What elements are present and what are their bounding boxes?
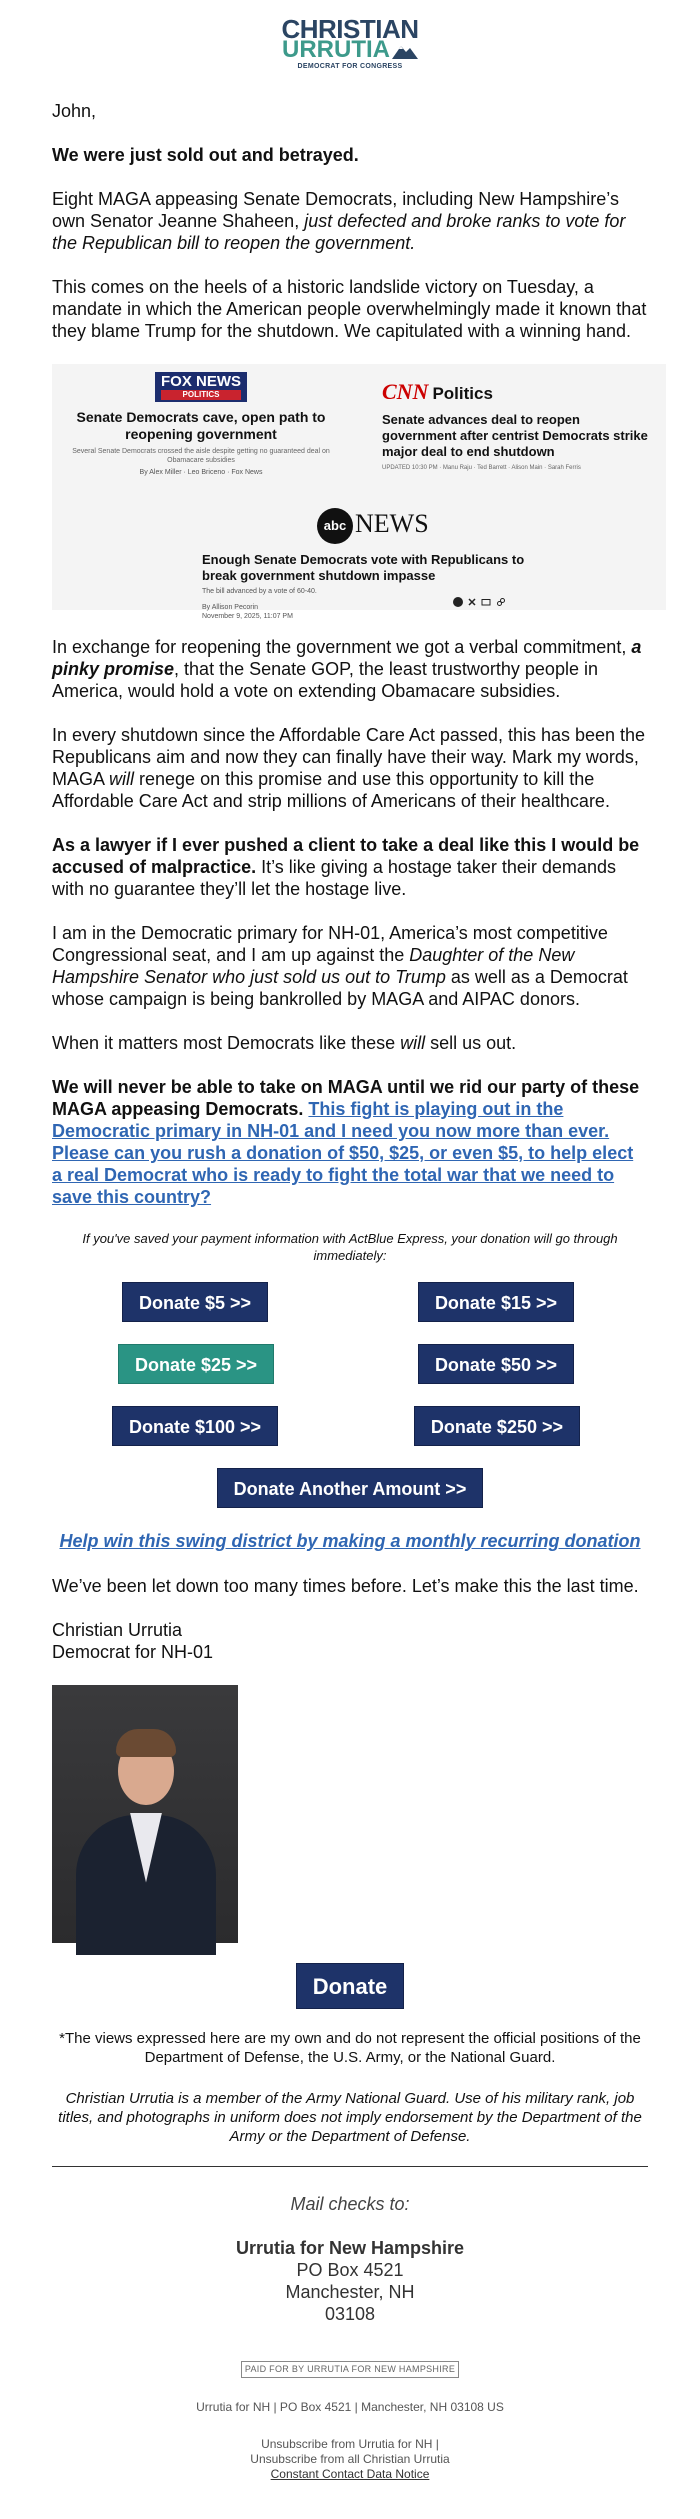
paragraph-lawyer [52,834,648,900]
mail-checks-block [52,2193,648,2325]
mail-po-box: PO Box 4521 [296,2259,404,2280]
donate-row-2 [52,1344,648,1384]
paid-for-text: PAID FOR BY URRUTIA FOR NEW HAMPSHIRE [241,2361,459,2378]
fox-news-section: POLITICS [161,390,241,400]
views-disclaimer: *The views expressed here are my own and do not represent the official positions of the Department of Defense, the U.S. Army, or the National Guard. [59,2029,641,2066]
paragraph-shaheen-italic: just defected and broke ranks to vote for the Republican bill to reopen the government. [52,211,626,253]
big-donate-button[interactable]: Donate [296,1963,405,2009]
paragraph-shaheen [52,188,648,254]
abc-subheadline: The bill advanced by a vote of 60-40. [202,588,317,596]
donate-other-amount-button[interactable]: Donate Another Amount >> [217,1468,484,1508]
signature-title: Democrat for NH-01 [52,1641,214,1662]
facebook-icon [452,596,464,608]
abc-news-logo [317,508,542,544]
appeal-bold: We will never be able to take on MAGA until we rid our party of these MAGA appeasing Democrats. [52,1077,640,1119]
email-footer [52,2400,648,2482]
news-headlines-image [52,364,666,620]
logo-first-name: CHRISTIAN [281,14,419,44]
constant-contact-notice-link[interactable]: Constant Contact Data Notice [270,2466,430,2481]
abc-date: November 9, 2025, 11:07 PM [202,612,293,620]
donate-15-button[interactable]: Donate $15 >> [418,1282,574,1322]
cnn-headline: Senate advances deal to reopen government after centrist Democrats strike major deal to end shutdown [382,411,648,459]
cnn-logo [382,378,652,406]
cnn-clip [382,378,652,472]
mail-zip: 03108 [324,2303,376,2324]
paid-for-box [52,2355,648,2378]
cnn-byline: UPDATED 10:30 PM · Manu Raju · Ted Barrett · Alison Main · Sarah Ferris [382,464,581,471]
donation-appeal-link[interactable]: This fight is playing out in the Democratic primary in NH-01 and I need you now more than ever. Please can you rush a donation of $50, $25, or even $5, to help elect a real Democrat who is ready to fight the total war that we need to save this country? [52,1099,634,1207]
abc-author: By Allison Pecorin [202,603,259,611]
mail-city: Manchester, NH [285,2281,415,2302]
fox-subheadline: Several Senate Democrats crossed the aisle despite getting no guaranteed deal on Obamacare subsidies [72,447,330,464]
donate-25-button[interactable]: Donate $25 >> [118,1344,274,1384]
big-donate-row [52,1963,648,2009]
aca-text-a: In every shutdown since the Affordable Care Act passed, this has been the Republicans aim and now they can finally have their way. Mark my words, MAGA [52,725,646,789]
footer-address: Urrutia for NH | PO Box 4521 | Manchester, NH 03108 US [196,2399,504,2414]
x-icon [466,596,478,608]
fox-news-logo [155,372,247,402]
abc-logo-word: NEWS [355,509,429,538]
fox-news-logo-text: FOX NEWS [160,373,241,390]
paragraph-aca [52,724,648,812]
aca-text-b: will [109,769,135,789]
monthly-donation-link[interactable]: Help win this swing district by making a monthly recurring donation [59,1531,641,1551]
fox-headline: Senate Democrats cave, open path to reopening government [76,408,326,442]
lawyer-text-bold: As a lawyer if I ever pushed a client to take a deal like this I would be accused of malpractice. [52,835,640,877]
sell-out-c: sell us out. [425,1033,517,1053]
paragraph-shaheen-text: Eight MAGA appeasing Senate Democrats, including New Hampshire’s own Senator Jeanne Shaheen, [52,189,619,231]
abc-logo-circle: abc [317,508,353,544]
monthly-donation-row [52,1530,648,1553]
primary-text-c: as well as a Democrat whose campaign is being bankrolled by MAGA and AIPAC donors. [52,967,628,1009]
fox-byline: By Alex Miller · Leo Briceno · Fox News [139,468,263,476]
signature-name: Christian Urrutia [52,1619,183,1640]
donate-row-1 [52,1282,648,1322]
cnn-section: Politics [432,384,493,403]
donate-5-button[interactable]: Donate $5 >> [122,1282,268,1322]
abc-headline: Enough Senate Democrats vote with Republicans to break government shutdown impasse [202,552,525,584]
opening-line: We were just sold out and betrayed. [52,145,359,165]
logo-last-name [282,36,418,63]
pinky-text-c: , that the Senate GOP, the least trustworthy people in America, would hold a vote on extending Obamacare subsidies. [52,659,598,701]
candidate-photo [52,1685,238,1943]
primary-text-a: I am in the Democratic primary for NH-01, America’s most competitive Congressional seat, and I am up against the [52,923,608,965]
military-disclaimer: Christian Urrutia is a member of the Army National Guard. Use of his military rank, job titles, and photographs in uniform does not imply endorsement by the Department of the Army or the Department of Defense. [58,2089,642,2145]
pinky-text-b: a pinky promise [52,637,642,679]
aca-text-c: renege on this promise and use this opportunity to kill the Affordable Care Act and strip millions of Americans of their healthcare. [52,769,610,811]
actblue-notice: If you've saved your payment information with ActBlue Express, your donation will go through immediately: [82,1231,618,1263]
photo-hair [116,1729,176,1757]
donate-row-3 [52,1406,648,1446]
paragraph-appeal [52,1076,648,1208]
paragraph-landslide: This comes on the heels of a historic landslide victory on Tuesday, a mandate in which the American people overwhelmingly made it known that they blame Trump for the shutdown. We capitulated with a winning hand. [52,277,647,341]
logo-tagline: DEMOCRAT FOR CONGRESS [297,62,403,70]
greeting: John, [52,101,97,121]
mountain-icon [392,43,418,59]
donate-other-row [52,1468,648,1508]
closing-line: We’ve been let down too many times before. Let’s make this the last time. [52,1575,639,1596]
mail-checks-label: Mail checks to: [290,2193,410,2214]
paragraph-sell-out [52,1032,648,1054]
cnn-logo-mark: CNN [382,379,429,404]
campaign-logo [0,0,700,72]
donate-50-button[interactable]: Donate $50 >> [418,1344,574,1384]
paragraph-primary [52,922,648,1010]
paragraph-pinky-promise [52,636,648,702]
primary-text-b: Daughter of the New Hampshire Senator who just sold us out to Trump [52,945,575,987]
lawyer-text: It’s like giving a hostage taker their demands with no guarantee they’ll let the hostage live. [52,857,616,899]
mail-icon [480,596,492,608]
unsubscribe-org[interactable]: Unsubscribe from Urrutia for NH | [261,2436,439,2451]
share-icons [452,596,507,611]
donate-250-button[interactable]: Donate $250 >> [414,1406,580,1446]
sell-out-a: When it matters most Democrats like these [52,1033,401,1053]
pinky-text-a: In exchange for reopening the government we got a verbal commitment, [52,637,632,657]
mail-org: Urrutia for New Hampshire [235,2237,465,2258]
donate-100-button[interactable]: Donate $100 >> [112,1406,278,1446]
signature [52,1619,648,1663]
fox-news-clip [66,372,336,477]
logo-last-name-text: URRUTIA [282,36,390,63]
unsubscribe-all[interactable]: Unsubscribe from all Christian Urrutia [250,2451,450,2466]
link-icon [495,596,507,608]
divider [52,2166,648,2167]
email-body [0,100,700,2482]
sell-out-b: will [400,1033,426,1053]
